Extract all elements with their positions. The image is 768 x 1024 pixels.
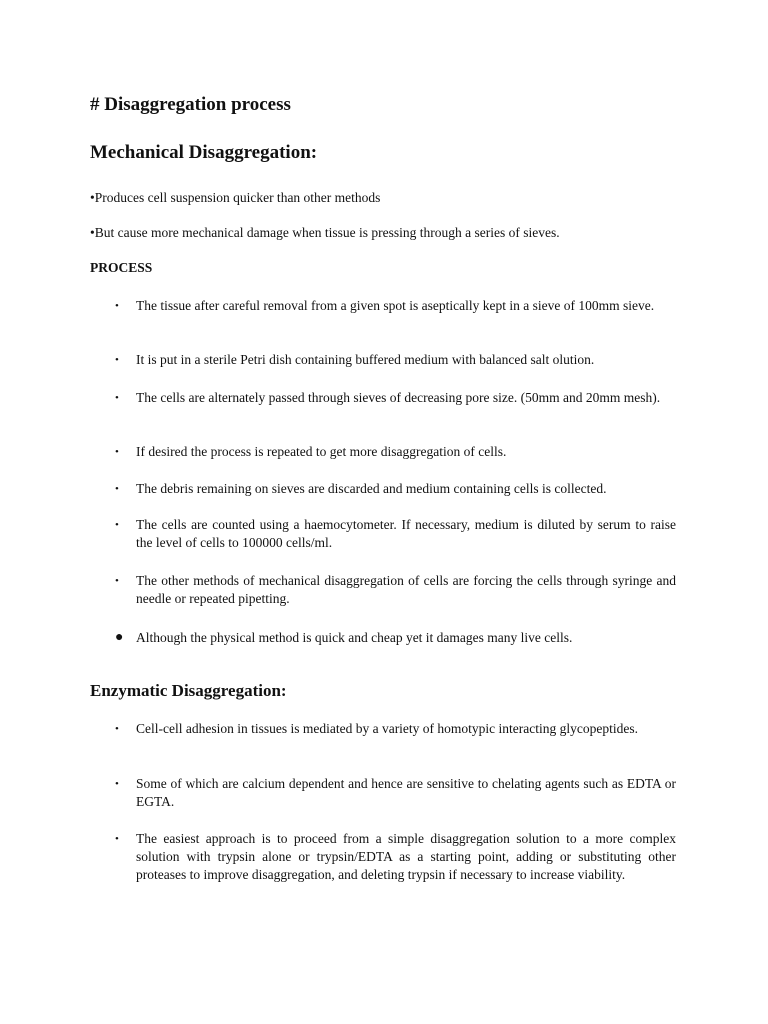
bullet-icon: • [115, 392, 119, 404]
intro-paragraph: •But cause more mechanical damage when tissue is pressing through a series of sieves. [90, 225, 560, 240]
list-item [115, 516, 676, 552]
bullet-icon: • [115, 483, 119, 495]
list-item-text: The tissue after careful removal from a given spot is aseptically kept in a sieve of 100mm sieve. [136, 298, 655, 313]
list-item-text: Although the physical method is quick and cheap yet it damages many live cells. [136, 630, 573, 645]
list-item [115, 775, 676, 811]
bullet-icon: • [115, 833, 119, 845]
list-item [115, 720, 676, 738]
process-label: PROCESS [90, 260, 153, 275]
list-item-text: The debris remaining on sieves are discarded and medium containing cells is collected. [136, 481, 607, 496]
list-item [115, 351, 676, 369]
list-item-text: Some of which are calcium dependent and hence are sensitive to chelating agents such as EDTA or EGTA. [136, 776, 676, 809]
document-title: # Disaggregation process [90, 94, 291, 115]
list-item [115, 480, 676, 498]
intro-paragraph: •Produces cell suspension quicker than other methods [90, 190, 381, 205]
list-item-text: It is put in a sterile Petri dish containing buffered medium with balanced salt olution. [136, 352, 595, 367]
list-item [115, 297, 676, 315]
bullet-icon: • [115, 354, 119, 366]
bullet-icon: • [115, 778, 119, 790]
list-item-text: The easiest approach is to proceed from a simple disaggregation solution to a more complex solution with trypsin alone or trypsin/EDTA as a starting point, adding or substituting other proteases to improve disaggregation, and deleting trypsin if necessary to increase viability. [136, 831, 676, 882]
list-item [115, 629, 676, 647]
enzymatic-heading: Enzymatic Disaggregation: [90, 681, 287, 700]
list-item [115, 389, 676, 407]
bullet-icon: • [115, 723, 119, 735]
list-item-text: The cells are counted using a haemocytometer. If necessary, medium is diluted by serum to raise the level of cells to 100000 cells/ml. [136, 517, 676, 550]
bullet-icon: • [115, 446, 119, 458]
bullet-icon: • [115, 575, 119, 587]
list-item [115, 830, 676, 884]
list-item-text: Cell-cell adhesion in tissues is mediated by a variety of homotypic interacting glycopeptides. [136, 721, 638, 736]
bullet-icon: • [115, 300, 119, 312]
list-item-text: The other methods of mechanical disaggregation of cells are forcing the cells through syringe and needle or repeated pipetting. [136, 573, 676, 606]
list-item-text: The cells are alternately passed through sieves of decreasing pore size. (50mm and 20mm mesh). [136, 390, 661, 405]
list-item [115, 572, 676, 608]
bullet-icon: ● [115, 630, 124, 645]
bullet-icon: • [115, 519, 119, 531]
mechanical-heading: Mechanical Disaggregation: [90, 142, 318, 163]
list-item-text: If desired the process is repeated to get more disaggregation of cells. [136, 444, 507, 459]
list-item [115, 443, 676, 461]
